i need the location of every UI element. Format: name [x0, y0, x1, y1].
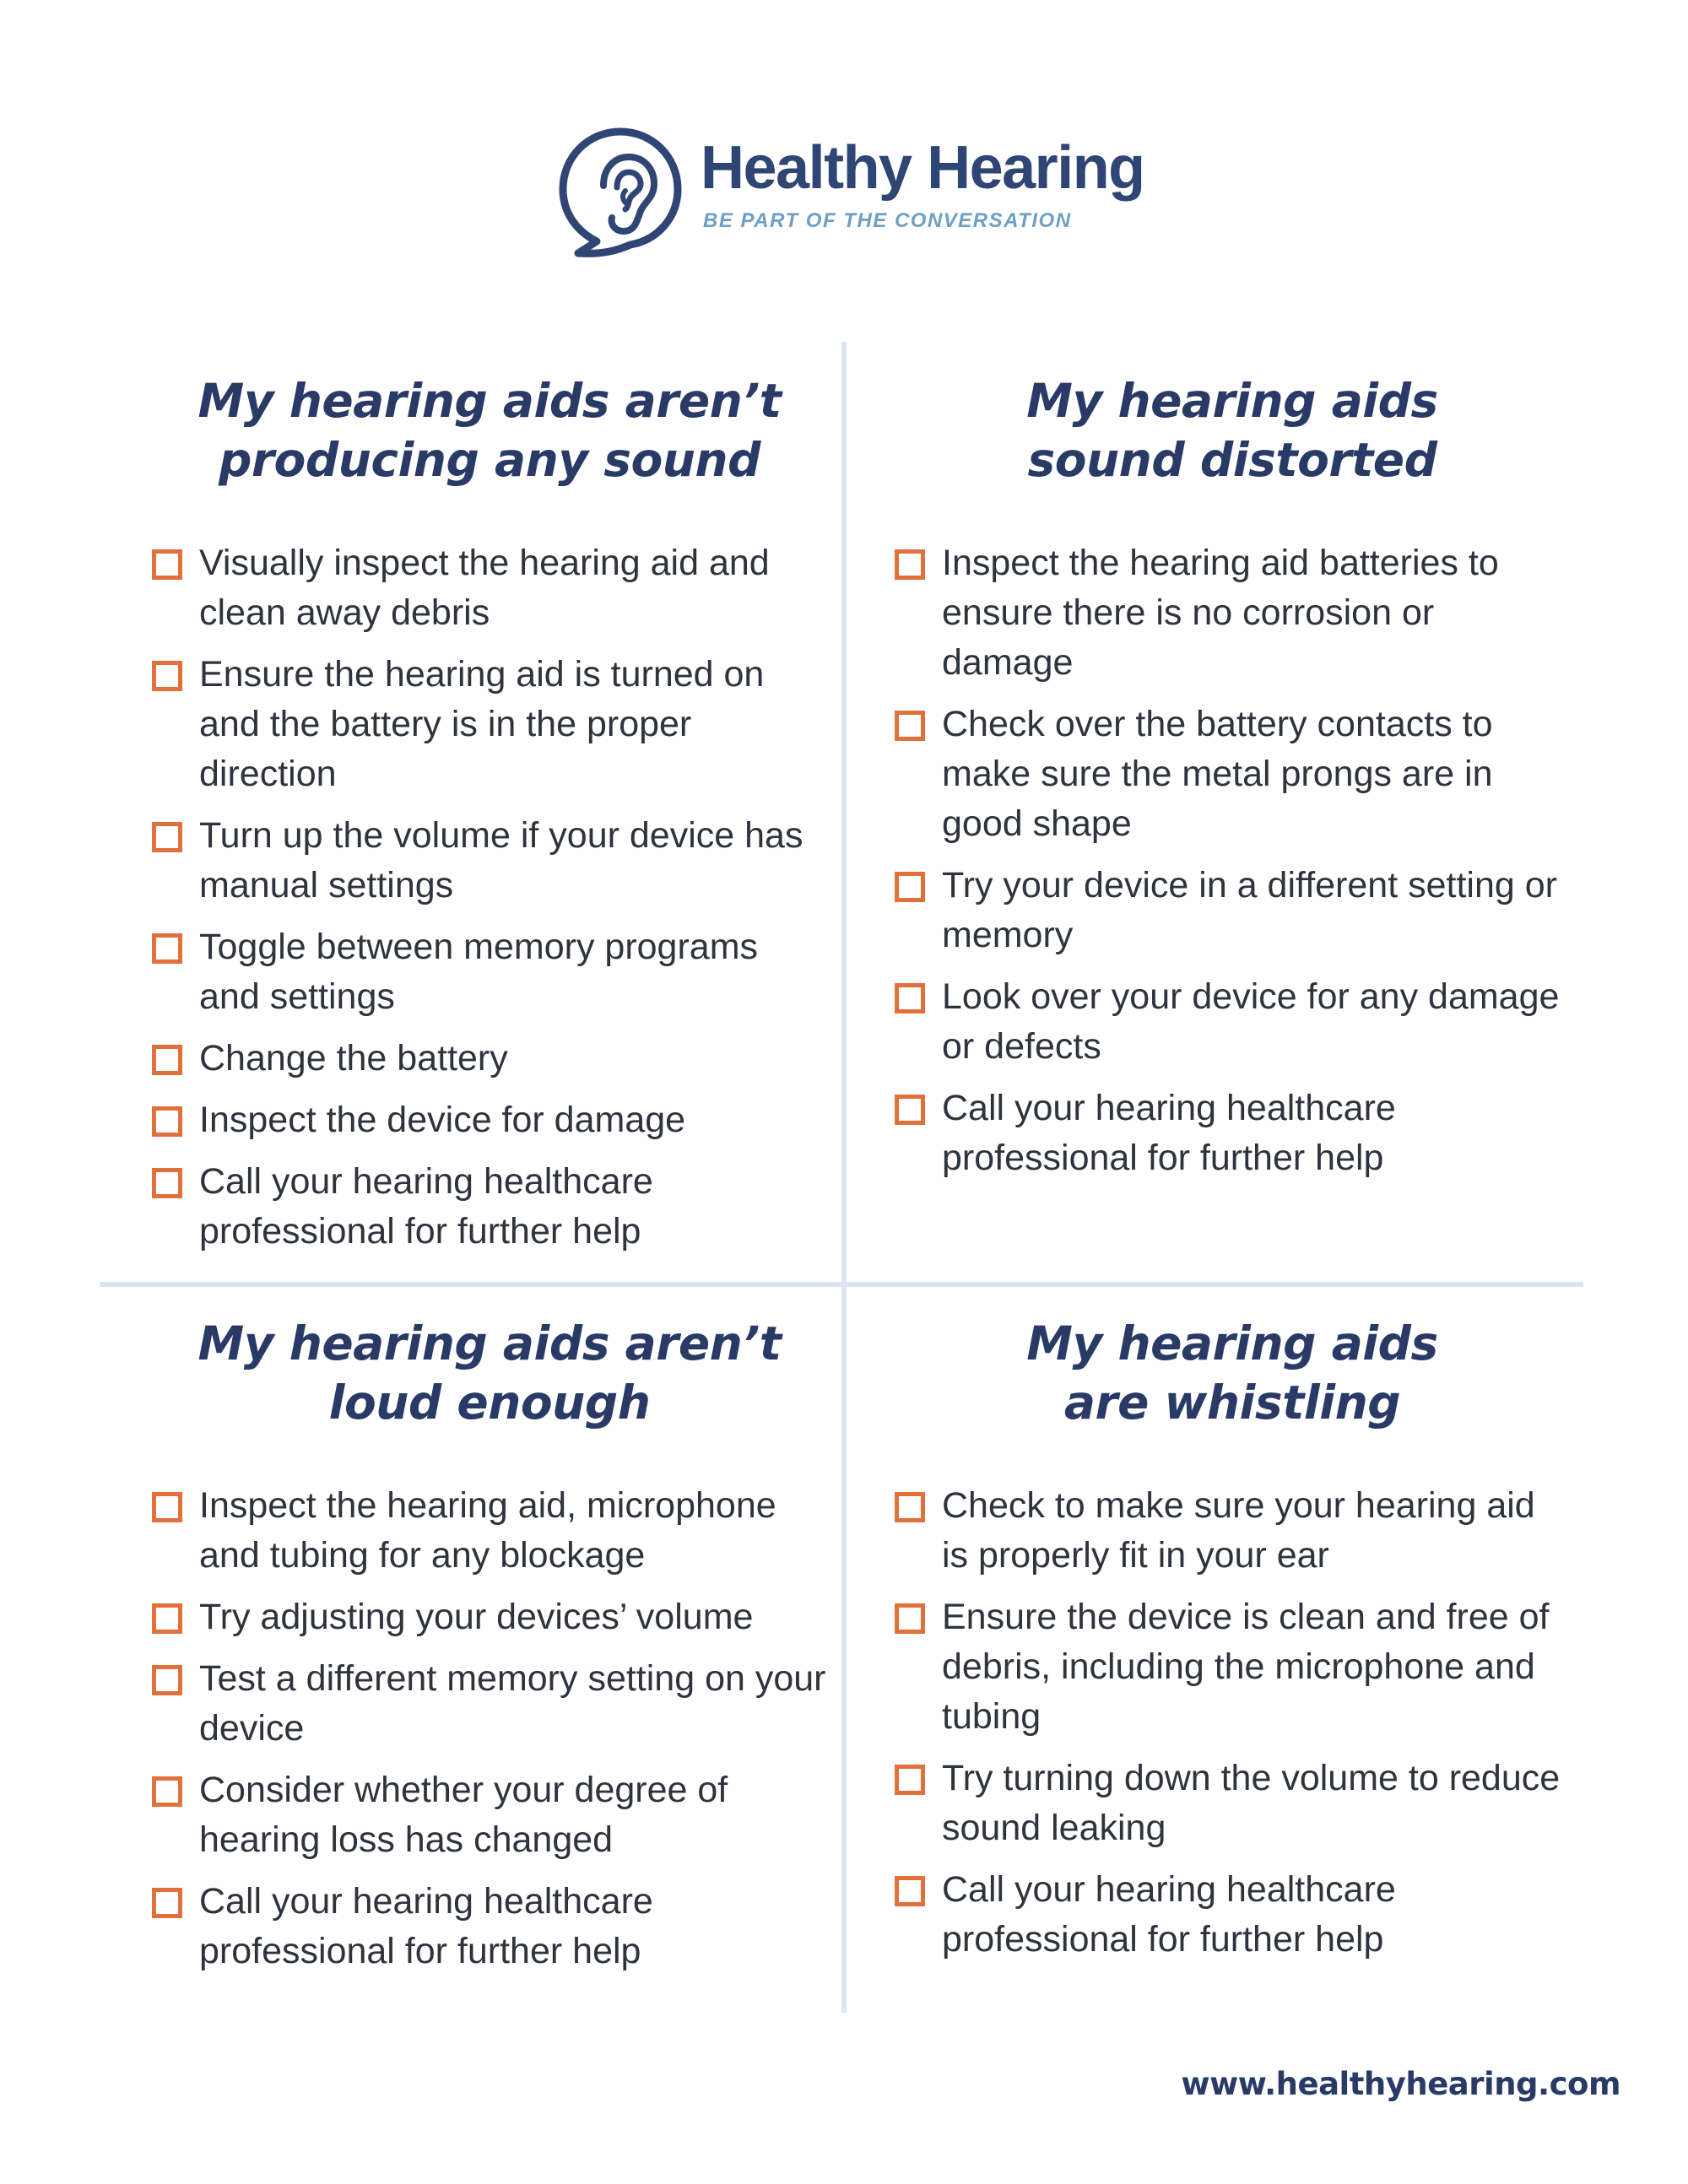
ear-speech-bubble-icon	[553, 125, 688, 260]
checklist-item: Ensure the device is clean and free of debris, including the microphone and tubing	[895, 1592, 1570, 1742]
checkbox[interactable]	[152, 1045, 182, 1075]
checkbox[interactable]	[895, 1765, 925, 1795]
section-title: My hearing aids aren’t loud enough	[197, 1316, 782, 1430]
checklist-item: Try adjusting your devices’ volume	[152, 1592, 827, 1642]
checklist-item: Inspect the device for damage	[152, 1095, 827, 1145]
checkbox[interactable]	[152, 549, 182, 580]
checkbox[interactable]	[152, 822, 182, 852]
section-not-loud	[152, 1314, 827, 1988]
checkbox[interactable]	[895, 549, 925, 580]
checklist-item: Consider whether your degree of hearing loss has changed	[152, 1765, 827, 1865]
brand-name: Healthy Hearing	[701, 134, 1144, 202]
section-distorted	[895, 371, 1570, 1195]
checklist-item: Call your hearing healthcare professional for further help	[152, 1157, 827, 1257]
checklist-item: Call your hearing healthcare professional for further help	[895, 1084, 1570, 1183]
checklist-item: Ensure the hearing aid is turned on and the battery is in the proper direction	[152, 650, 827, 799]
checklist	[895, 1481, 1570, 1965]
checkbox[interactable]	[152, 1168, 182, 1198]
section-whistling	[895, 1314, 1570, 1976]
checkbox[interactable]	[152, 1888, 182, 1918]
checkbox[interactable]	[152, 1603, 182, 1634]
checklist-item: Try turning down the volume to reduce sound leaking	[895, 1754, 1570, 1853]
checklist-item: Visually inspect the hearing aid and clean away debris	[152, 538, 827, 638]
checklist	[152, 538, 827, 1257]
section-no-sound	[152, 371, 827, 1268]
section-title: My hearing aids aren’t producing any sound	[197, 374, 782, 487]
checkbox[interactable]	[895, 1876, 925, 1906]
checkbox[interactable]	[152, 1665, 182, 1695]
checklist-item: Test a different memory setting on your device	[152, 1654, 827, 1754]
checklist	[895, 538, 1570, 1183]
brand-tagline: BE PART OF THE CONVERSATION	[703, 209, 1072, 232]
checklist-item: Change the battery	[152, 1034, 827, 1084]
checklist-item: Turn up the volume if your device has manual settings	[152, 811, 827, 911]
checkbox[interactable]	[152, 1492, 182, 1522]
checkbox[interactable]	[895, 1603, 925, 1634]
checklist	[152, 1481, 827, 1976]
vertical-divider	[841, 342, 847, 2013]
checkbox[interactable]	[152, 933, 182, 964]
checkbox[interactable]	[895, 983, 925, 1014]
checkbox[interactable]	[895, 711, 925, 741]
checklist-item: Call your hearing healthcare professional for further help	[895, 1865, 1570, 1965]
checklist-item: Inspect the hearing aid, microphone and tubing for any blockage	[152, 1481, 827, 1581]
checkbox[interactable]	[152, 1776, 182, 1807]
checkbox[interactable]	[895, 1492, 925, 1522]
checkbox[interactable]	[152, 1106, 182, 1137]
checkbox[interactable]	[895, 1095, 925, 1125]
checklist-item: Check over the battery contacts to make sure the metal prongs are in good shape	[895, 700, 1570, 849]
section-title: My hearing aids sound distorted	[1026, 374, 1438, 487]
checklist-item: Inspect the hearing aid batteries to ensure there is no corrosion or damage	[895, 538, 1570, 688]
horizontal-divider	[100, 1282, 1583, 1287]
brand-logo	[553, 125, 1144, 260]
checkbox[interactable]	[895, 872, 925, 902]
section-title: My hearing aids are whistling	[1026, 1316, 1438, 1430]
checklist-item: Try your device in a different setting or memory	[895, 861, 1570, 960]
checklist-item: Check to make sure your hearing aid is properly fit in your ear	[895, 1481, 1570, 1581]
checkbox[interactable]	[152, 661, 182, 691]
footer-url[interactable]: www.healthyhearing.com	[1181, 2066, 1620, 2102]
checklist-item: Toggle between memory programs and settings	[152, 922, 827, 1022]
checklist-item: Call your hearing healthcare professional for further help	[152, 1877, 827, 1976]
checklist-item: Look over your device for any damage or defects	[895, 972, 1570, 1072]
